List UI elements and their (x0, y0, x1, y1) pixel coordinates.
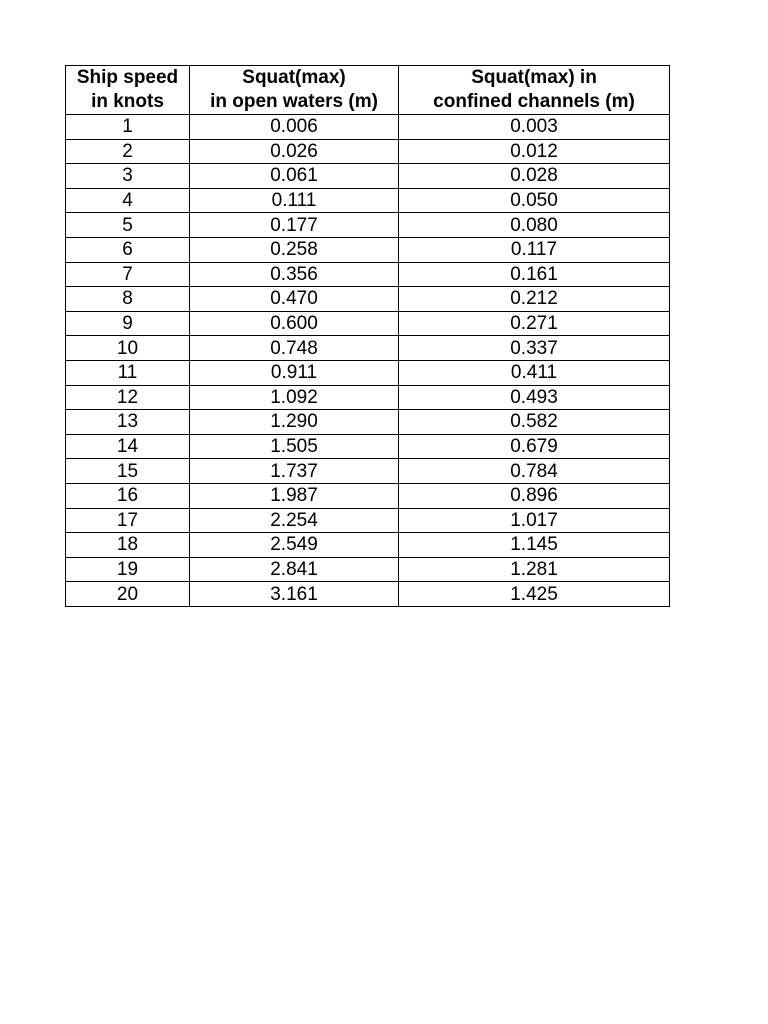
squat-confined-channels-cell: 0.012 (399, 139, 670, 164)
ship-speed-cell: 4 (66, 188, 190, 213)
squat-open-waters-cell: 0.356 (190, 262, 399, 287)
table-row (66, 410, 670, 435)
ship-speed-cell: 3 (66, 164, 190, 189)
ship-speed-cell: 17 (66, 508, 190, 533)
squat-open-waters-cell: 0.470 (190, 287, 399, 312)
table-row (66, 164, 670, 189)
ship-speed-cell: 9 (66, 311, 190, 336)
header-squat-open-waters-line1: Squat(max) (242, 67, 346, 88)
table-row (66, 237, 670, 262)
squat-confined-channels-cell: 0.493 (399, 385, 670, 410)
squat-confined-channels-cell: 0.271 (399, 311, 670, 336)
squat-table (65, 65, 670, 607)
table-header (66, 66, 670, 115)
header-ship-speed-line2: in knots (91, 91, 164, 112)
squat-open-waters-cell: 1.505 (190, 434, 399, 459)
table-row (66, 115, 670, 140)
ship-speed-cell: 8 (66, 287, 190, 312)
ship-speed-cell: 2 (66, 139, 190, 164)
header-squat-open-waters-line2: in open waters (m) (210, 91, 378, 112)
ship-speed-cell: 1 (66, 115, 190, 140)
squat-confined-channels-cell: 1.281 (399, 557, 670, 582)
squat-confined-channels-cell: 0.161 (399, 262, 670, 287)
ship-speed-cell: 18 (66, 533, 190, 558)
squat-confined-channels-cell: 0.212 (399, 287, 670, 312)
header-squat-confined-channels-line1: Squat(max) in (471, 67, 597, 88)
ship-speed-cell: 14 (66, 434, 190, 459)
squat-open-waters-cell: 0.748 (190, 336, 399, 361)
squat-open-waters-cell: 1.737 (190, 459, 399, 484)
ship-speed-cell: 11 (66, 360, 190, 385)
squat-open-waters-cell: 0.026 (190, 139, 399, 164)
ship-speed-cell: 15 (66, 459, 190, 484)
header-ship-speed (66, 66, 190, 115)
table-row (66, 188, 670, 213)
squat-open-waters-cell: 1.290 (190, 410, 399, 435)
table-row (66, 557, 670, 582)
table-row (66, 213, 670, 238)
ship-speed-cell: 13 (66, 410, 190, 435)
ship-speed-cell: 7 (66, 262, 190, 287)
squat-confined-channels-cell: 0.003 (399, 115, 670, 140)
table-row (66, 262, 670, 287)
table-body (66, 115, 670, 607)
squat-confined-channels-cell: 0.028 (399, 164, 670, 189)
squat-confined-channels-cell: 0.050 (399, 188, 670, 213)
ship-speed-cell: 16 (66, 483, 190, 508)
squat-confined-channels-cell: 0.679 (399, 434, 670, 459)
squat-confined-channels-cell: 0.896 (399, 483, 670, 508)
squat-confined-channels-cell: 0.411 (399, 360, 670, 385)
table-row (66, 533, 670, 558)
squat-open-waters-cell: 2.841 (190, 557, 399, 582)
ship-speed-cell: 19 (66, 557, 190, 582)
squat-open-waters-cell: 1.092 (190, 385, 399, 410)
table-row (66, 385, 670, 410)
squat-open-waters-cell: 0.600 (190, 311, 399, 336)
ship-speed-cell: 5 (66, 213, 190, 238)
squat-confined-channels-cell: 1.145 (399, 533, 670, 558)
header-row (66, 66, 670, 115)
table-row (66, 287, 670, 312)
table-row (66, 139, 670, 164)
squat-open-waters-cell: 0.911 (190, 360, 399, 385)
squat-open-waters-cell: 0.177 (190, 213, 399, 238)
squat-open-waters-cell: 0.111 (190, 188, 399, 213)
ship-speed-cell: 12 (66, 385, 190, 410)
squat-open-waters-cell: 3.161 (190, 582, 399, 607)
squat-open-waters-cell: 0.258 (190, 237, 399, 262)
header-squat-confined-channels (399, 66, 670, 115)
squat-open-waters-cell: 0.061 (190, 164, 399, 189)
table-row (66, 336, 670, 361)
table-row (66, 483, 670, 508)
ship-speed-cell: 6 (66, 237, 190, 262)
table-row (66, 508, 670, 533)
squat-open-waters-cell: 1.987 (190, 483, 399, 508)
squat-open-waters-cell: 2.254 (190, 508, 399, 533)
squat-confined-channels-cell: 0.582 (399, 410, 670, 435)
squat-confined-channels-cell: 0.117 (399, 237, 670, 262)
squat-confined-channels-cell: 1.017 (399, 508, 670, 533)
table-row (66, 459, 670, 484)
table-row (66, 434, 670, 459)
header-squat-confined-channels-line2: confined channels (m) (433, 91, 635, 112)
squat-confined-channels-cell: 0.337 (399, 336, 670, 361)
header-ship-speed-line1: Ship speed (76, 67, 179, 88)
header-squat-open-waters (190, 66, 399, 115)
table-row (66, 360, 670, 385)
squat-open-waters-cell: 0.006 (190, 115, 399, 140)
squat-confined-channels-cell: 0.080 (399, 213, 670, 238)
squat-confined-channels-cell: 0.784 (399, 459, 670, 484)
table-row (66, 311, 670, 336)
ship-speed-cell: 10 (66, 336, 190, 361)
squat-open-waters-cell: 2.549 (190, 533, 399, 558)
ship-speed-cell: 20 (66, 582, 190, 607)
squat-confined-channels-cell: 1.425 (399, 582, 670, 607)
table-row (66, 582, 670, 607)
